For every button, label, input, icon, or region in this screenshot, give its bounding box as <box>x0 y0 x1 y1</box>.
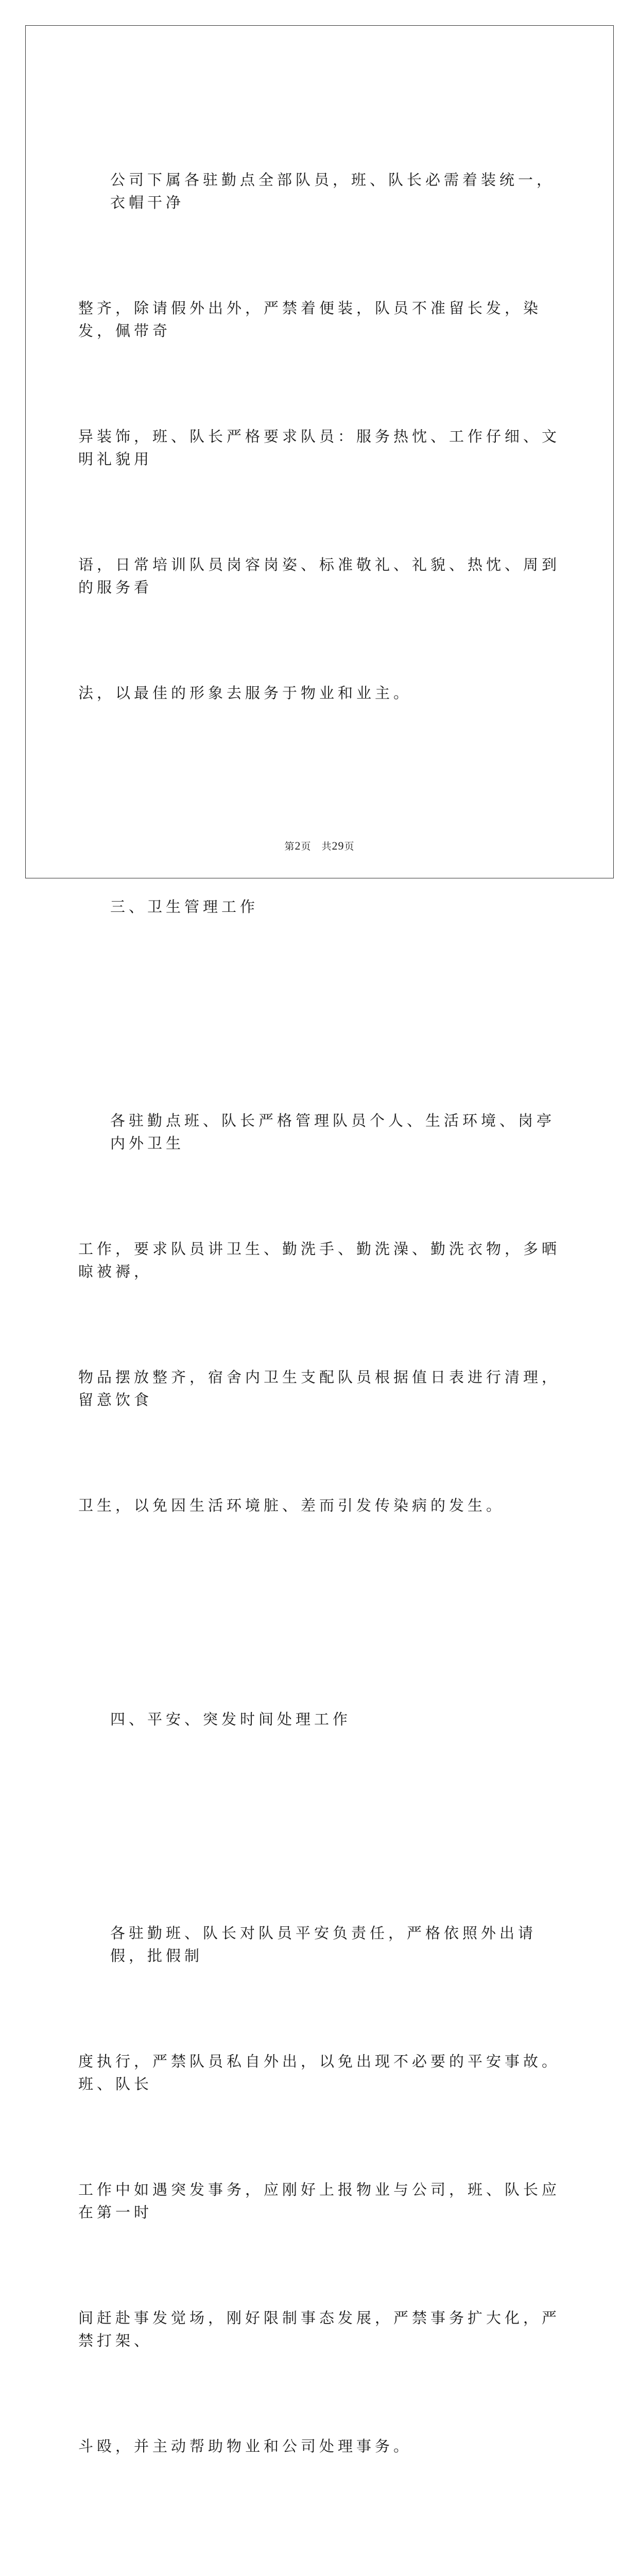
text-line: 语，日常培训队员岗容岗姿、标准敬礼、礼貌、热忱、周到的服务看 <box>78 556 561 596</box>
section-heading-public-items <box>78 2563 562 2576</box>
text-line: 间赶赴事发觉场，刚好限制事态发展，严禁事务扩大化，严禁打架、 <box>78 2309 561 2349</box>
text-line: 各驻勤点班、队长严格管理队员个人、生活环境、岗亭内外卫生 <box>110 1112 556 1152</box>
total-unit: 页 <box>344 841 355 852</box>
text-line: 工作中如遇突发事务，应刚好上报物业与公司，班、队长应在第一时 <box>78 2181 561 2221</box>
text-line: 整齐，除请假外出外，严禁着便装，队员不准留长发，染发，佩带奇 <box>78 299 542 340</box>
text-line: 卫生，以免因生活环境脏、差而引发传染病的发生。 <box>78 1497 505 1514</box>
text-line: 各驻勤班、队长对队员平安负责任，严格依照外出请假，批假制 <box>110 1924 537 1964</box>
total-prefix: 共 <box>321 841 332 852</box>
page-unit: 页 <box>301 841 312 852</box>
text-line: 物品摆放整齐，宿舍内卫生支配队员根据值日表进行清理，留意饮食 <box>78 1368 561 1409</box>
section-heading: 四、平安、突发时间处理工作 <box>110 1710 352 1728</box>
section-heading-safety <box>78 1622 562 1836</box>
page-prefix: 第 <box>284 841 295 852</box>
page-number: 2 <box>295 839 301 852</box>
text-line: 异装饰，班、队长严格要求队员：服务热忱、工作仔细、文明礼貌用 <box>78 428 561 468</box>
text-line: 公司下属各驻勤点全部队员，班、队长必需着装统一，衣帽干净 <box>110 171 556 211</box>
total-pages: 29 <box>332 839 344 852</box>
text-line: 斗殴，并主动帮助物业和公司处理事务。 <box>78 2437 412 2455</box>
paragraph-hygiene <box>78 1024 562 1622</box>
text-line: 度执行，严禁队员私自外出，以免出现不必要的平安事故。班、队长 <box>78 2053 561 2093</box>
section-heading: 三、卫生管理工作 <box>110 898 259 916</box>
paragraph-uniform-requirements <box>78 83 562 810</box>
text-line: 工作，要求队员讲卫生、勤洗手、勤洗澡、勤洗衣物，多晒晾被褥， <box>78 1240 561 1280</box>
text-line: 法，以最佳的形象去服务于物业和业主。 <box>78 684 412 702</box>
paragraph-safety <box>78 1836 562 2563</box>
page-footer <box>0 839 639 853</box>
document-body <box>78 83 562 2576</box>
